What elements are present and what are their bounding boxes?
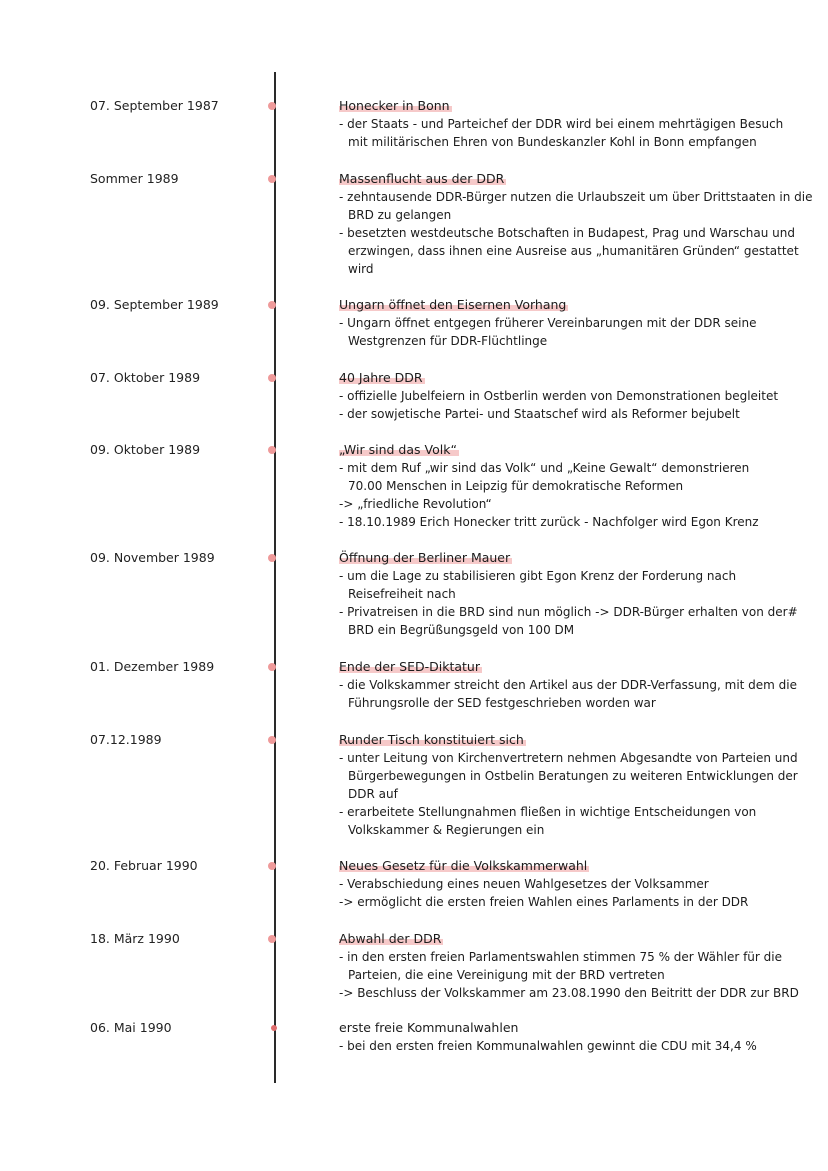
entry-line: Parteien, die eine Vereinigung mit der BRD vertreten xyxy=(348,968,665,982)
entry-date: 07.12.1989 xyxy=(90,732,162,747)
entry-date: 09. Oktober 1989 xyxy=(90,442,201,457)
entry-line: - erarbeitete Stellungnahmen fließen in wichtige Entscheidungen von xyxy=(339,805,757,819)
entry-line: Führungsrolle der SED festgeschrieben worden war xyxy=(348,696,656,710)
entry-line: - Privatreisen in die BRD sind nun möglich -> DDR-Bürger erhalten von der# xyxy=(339,605,798,619)
timeline-dot xyxy=(271,1025,277,1031)
timeline-dot xyxy=(268,446,276,454)
entry-title: Honecker in Bonn xyxy=(339,98,450,113)
entry-title: Öffnung der Berliner Mauer xyxy=(339,550,511,565)
entry-line: Reisefreiheit nach xyxy=(348,587,456,601)
timeline-dot xyxy=(268,175,276,183)
entry-content xyxy=(339,441,789,531)
entry-title: „Wir sind das Volk“ xyxy=(339,442,457,457)
entry-title: erste freie Kommunalwahlen xyxy=(339,1020,519,1035)
entry-line: - zehntausende DDR-Bürger nutzen die Urlaubszeit um über Drittstaaten in die xyxy=(339,190,813,204)
entry-line: BRD ein Begrüßungsgeld von 100 DM xyxy=(348,623,575,637)
entry-line: Westgrenzen für DDR-Flüchtlinge xyxy=(348,334,548,348)
entry-line: - der sowjetische Partei- und Staatschef wird als Reformer bejubelt xyxy=(339,407,740,421)
entry-title: Ende der SED-Diktatur xyxy=(339,659,480,674)
entry-title: Ungarn öffnet den Eisernen Vorhang xyxy=(339,297,567,312)
entry-line: -> „friedliche Revolution“ xyxy=(339,497,492,511)
entry-title: Abwahl der DDR xyxy=(339,931,442,946)
entry-line: Volkskammer & Regierungen ein xyxy=(348,823,545,837)
entry-date: 07. September 1987 xyxy=(90,98,219,113)
entry-content xyxy=(339,857,789,911)
entry-date: 09. November 1989 xyxy=(90,550,215,565)
entry-line: BRD zu gelangen xyxy=(348,208,452,222)
timeline-dot xyxy=(268,935,276,943)
entry-content xyxy=(339,930,799,1002)
timeline-dot xyxy=(268,102,276,110)
entry-line: wird xyxy=(348,262,374,276)
entry-date: 07. Oktober 1989 xyxy=(90,370,201,385)
entry-line: - 18.10.1989 Erich Honecker tritt zurück - Nachfolger wird Egon Krenz xyxy=(339,515,759,529)
timeline-dot xyxy=(268,374,276,382)
entry-line: - die Volkskammer streicht den Artikel aus der DDR-Verfassung, mit dem die xyxy=(339,678,798,692)
entry-line: - der Staats - und Parteichef der DDR wird bei einem mehrtägigen Besuch xyxy=(339,117,784,131)
entry-date: 09. September 1989 xyxy=(90,297,219,312)
entry-date: Sommer 1989 xyxy=(90,171,179,186)
entry-content xyxy=(339,549,798,639)
timeline-dot xyxy=(268,663,276,671)
entry-line: mit militärischen Ehren von Bundeskanzler Kohl in Bonn empfangen xyxy=(348,135,757,149)
entry-line: - unter Leitung von Kirchenvertretern nehmen Abgesandte von Parteien und xyxy=(339,751,798,765)
entry-line: - um die Lage zu stabilisieren gibt Egon Krenz der Forderung nach xyxy=(339,569,737,583)
entry-title: Massenflucht aus der DDR xyxy=(339,171,505,186)
entry-content xyxy=(339,97,789,151)
entry-date: 18. März 1990 xyxy=(90,931,180,946)
entry-line: -> ermöglicht die ersten freien Wahlen eines Parlaments in der DDR xyxy=(339,895,749,909)
timeline-dot xyxy=(268,554,276,562)
entry-date: 01. Dezember 1989 xyxy=(90,659,215,674)
entry-content xyxy=(339,369,789,423)
entry-line: erzwingen, dass ihnen eine Ausreise aus „humanitären Gründen“ gestattet xyxy=(348,244,799,258)
entry-line: - bei den ersten freien Kommunalwahlen gewinnt die CDU mit 34,4 % xyxy=(339,1039,757,1053)
entry-title: 40 Jahre DDR xyxy=(339,370,423,385)
timeline-dot xyxy=(268,301,276,309)
entry-line: - Verabschiedung eines neuen Wahlgesetzes der Volksammer xyxy=(339,877,709,891)
timeline-axis xyxy=(274,72,276,1083)
entry-line: - mit dem Ruf „wir sind das Volk“ und „Keine Gewalt“ demonstrieren xyxy=(339,461,750,475)
entry-title: Neues Gesetz für die Volkskammerwahl xyxy=(339,858,588,873)
entry-line: 70.00 Menschen in Leipzig für demokratische Reformen xyxy=(348,479,684,493)
entry-line: - besetzten westdeutsche Botschaften in Budapest, Prag und Warschau und xyxy=(339,226,795,240)
entry-line: DDR auf xyxy=(348,787,398,801)
timeline-dot xyxy=(268,736,276,744)
entry-line: - offizielle Jubelfeiern in Ostberlin werden von Demonstrationen begleitet xyxy=(339,389,779,403)
entry-content xyxy=(339,731,798,839)
entry-content xyxy=(339,296,789,350)
timeline-dot xyxy=(268,862,276,870)
entry-content xyxy=(339,170,813,278)
entry-content xyxy=(339,658,798,712)
entry-title: Runder Tisch konstituiert sich xyxy=(339,732,524,747)
entry-content xyxy=(339,1019,789,1055)
entry-line: - in den ersten freien Parlamentswahlen stimmen 75 % der Wähler für die xyxy=(339,950,782,964)
entry-line: - Ungarn öffnet entgegen früherer Vereinbarungen mit der DDR seine xyxy=(339,316,757,330)
entry-date: 20. Februar 1990 xyxy=(90,858,198,873)
entry-line: -> Beschluss der Volkskammer am 23.08.1990 den Beitritt der DDR zur BRD xyxy=(339,986,799,1000)
entry-line: Bürgerbewegungen in Ostbelin Beratungen zu weiteren Entwicklungen der xyxy=(348,769,798,783)
entry-date: 06. Mai 1990 xyxy=(90,1020,172,1035)
